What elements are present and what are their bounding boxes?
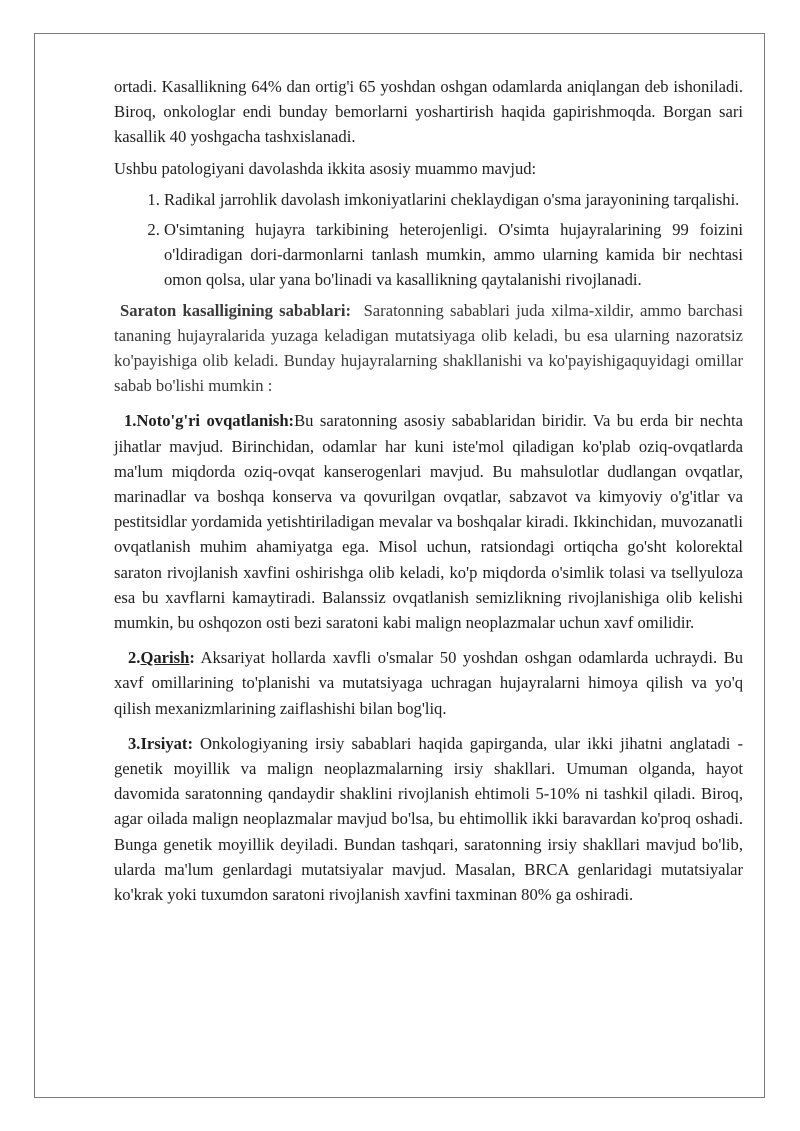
- nutrition-paragraph: [114, 408, 743, 635]
- document-body: [114, 74, 743, 907]
- causes-heading: Saraton kasalligining sabablari:: [120, 300, 352, 320]
- aging-heading: Qarish: [140, 648, 190, 668]
- nutrition-heading: 1.Noto'g'ri ovqatlanish:: [124, 411, 295, 431]
- causes-paragraph: [114, 298, 743, 399]
- causes-text: Saratonning sabablari juda xilma-xildir, ammo barchasi tananing hujayralarida yuzaga keladigan mutatsiyaga olib keladi, bu esa ularning nazoratsiz ko'payishiga olib keladi. Bunday hujayralarning shakllanishi va ko'payishigaquyidagi omillar sabab bo'lishi mumkin :: [114, 300, 744, 396]
- aging-colon: :: [189, 648, 195, 668]
- heredity-heading: 3.Irsiyat:: [128, 733, 193, 753]
- heredity-paragraph: [114, 731, 743, 907]
- nutrition-text: Bu saratonning asosiy sabablaridan biridir. Va bu erda bir nechta jihatlar mavjud. Birinchidan, odamlar har kuni iste'mol qiladigan ko'plab oziq-ovqatlarda ma'lum miqdorda oziq-ovqat kanserogenlari mavjud. Bu mahsulotlar dudlangan ovqatlar, marinadlar va boshqa konserva va qovurilgan ovqatlar, sabzavot va kimyoviy o'g'itlar va pestitsidlar yordamida yetishtiriladigan mevalar va boshqalar kiradi. Ikkinchidan, muvozanatli ovqatlanish muhim ahamiyatga ega. Misol uchun, ratsiondagi ortiqcha go'sht kolorektal saraton rivojlanish xavfini oshirishga olib keladi, ko'p miqdorda o'simlik tolasi va tsellyuloza esa bu xavflarni kamaytiradi. Balanssiz ovqatlanish semizlikning rivojlanishiga olib kelishi mumkin, bu oshqozon osti bezi saratoni kabi malign neoplazmalar uchun xavf omilidir.: [114, 411, 743, 633]
- problem-item-1: 1. Radikal jarrohlik davolash imkoniyatlarini cheklaydigan o'sma jarayonining tarqalishi.: [164, 187, 743, 212]
- intro-paragraph: ortadi. Kasallikning 64% dan ortig'i 65 yoshdan oshgan odamlarda aniqlangan deb ishoniladi. Biroq, onkologlar endi bunday bemorlarni yoshartirish haqida gapirishmoqda. Borgan sari kasallik 40 yoshgacha tashxislanadi.: [114, 77, 743, 147]
- aging-number: 2.: [128, 648, 141, 668]
- aging-paragraph: [114, 645, 743, 721]
- problem-item-2: 2. O'simtaning hujayra tarkibining heterojenligi. O'simta hujayralarining 99 foizini o'ldiradigan dori-darmonlarni tanlash mumkin, ammo ularning kamida bir nechtasi omon qolsa, ular yana bo'linadi va kasallikning qaytalanishi rivojlanadi.: [164, 217, 743, 293]
- problems-list: [114, 187, 743, 293]
- heredity-text: Onkologiyaning irsiy sabablari haqida gapirganda, ular ikki jihatni anglatadi - genetik moyillik va malign neoplazmalarning irsiy shakllari. Umuman olganda, hayot davomida saratonning qandaydir shaklini rivojlanish ehtimoli 5-10% ni tashkil qiladi. Biroq, agar oilada malign neoplazmalar mavjud bo'lsa, bu ehtimollik ikki baravardan ko'proq oshadi. Bunga genetik moyillik deyiladi. Bundan tashqari, saratonning irsiy shakllari mavjud bo'lib, ularda ma'lum genlardagi mutatsiyalar mavjud. Masalan, BRCA genlaridagi mutatsiyalar ko'krak yoki tuxumdon saratoni rivojlanish xavfini taxminan 80% ga oshiradi.: [114, 733, 743, 905]
- aging-text: Aksariyat hollarda xavfli o'smalar 50 yoshdan oshgan odamlarda uchraydi. Bu xavf omillarining to'planishi va mutatsiyaga uchragan hujayralarni himoya qilish va yo'q qilish mexanizmlarining zaiflashishi bilan bog'liq.: [114, 648, 744, 718]
- problems-lead: Ushbu patologiyani davolashda ikkita asosiy muammo mavjud:: [114, 158, 537, 178]
